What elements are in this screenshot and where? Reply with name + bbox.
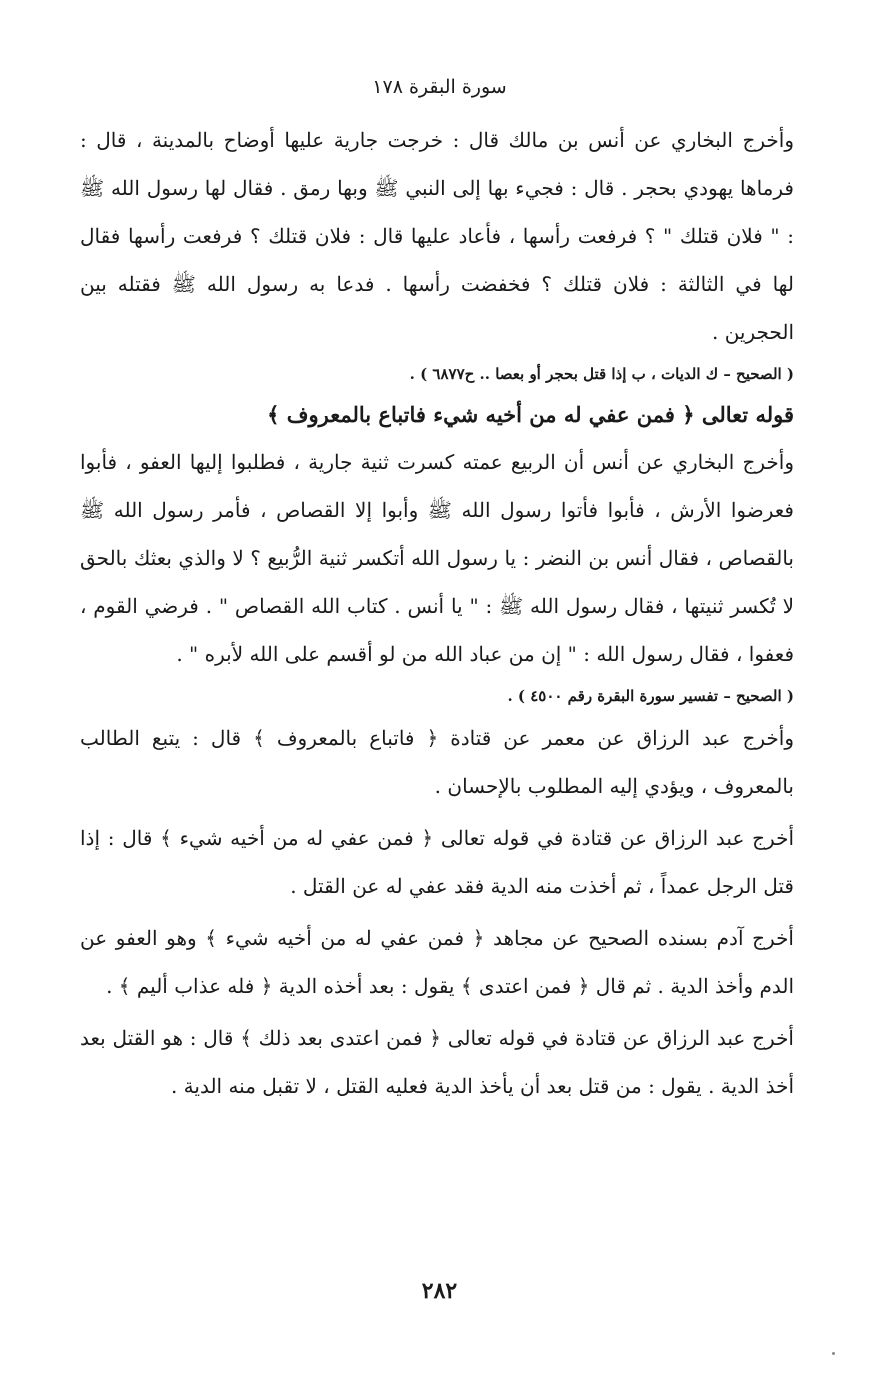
section-heading-verse: قوله تعالى ﴿ فمن عفي له من أخيه شيء فاتباع بالمعروف ﴾ [267,402,794,427]
page-body [80,116,794,1110]
paragraph-adam-mujahid: أخرج آدم بسنده الصحيح عن مجاهد ﴿ فمن عفي له من أخيه شيء ﴾ وهو العفو عن الدم وأخذ الدية . ثم قال ﴿ فمن اعتدى ﴾ يقول : بعد أخذه الدية ﴿ فله عذاب أليم ﴾ . [80,926,794,998]
paragraph-abdulrazzaq-qatada-1: أخرج عبد الرزاق عن قتادة في قوله تعالى ﴿ فمن عفي له من أخيه شيء ﴾ قال : إذا قتل الرجل عمداً ، ثم أخذت منه الدية فقد عفي له عن القتل . [80,826,794,898]
paragraph-bukhari-anas-jariya: وأخرج البخاري عن أنس بن مالك قال : خرجت جارية عليها أوضاح بالمدينة ، قال : فرماها يهودي بحجر . قال : فجيء بها إلى النبي ﷺ وبها رمق . فقال لها رسول الله ﷺ : " فلان قتلك " ؟ فرفعت رأسها ، فأعاد عليها قال : فلان قتلك ؟ فرفعت رأسها فقال لها في الثالثة : فلان قتلك ؟ فخفضت رأسها . فدعا به رسول الله ﷺ فقتله بين الحجرين . [80,128,794,344]
page-number: ٢٨٢ [421,1278,458,1304]
citation-tafsir-baqara: ( الصحيح – تفسير سورة البقرة رقم ٤٥٠٠ ) . [507,687,794,705]
running-header: سورة البقرة ١٧٨ [372,76,507,98]
paragraph-abdulrazzaq-qatada-2: أخرج عبد الرزاق عن قتادة في قوله تعالى ﴿ فمن اعتدى بعد ذلك ﴾ قال : هو القتل بعد أخذ الدية . يقول : من قتل بعد أن يأخذ الدية فعليه القتل ، لا تقبل منه الدية . [80,1026,794,1098]
citation-diyat: ( الصحيح – ك الديات ، ب إذا قتل بحجر أو بعصا .. ح٦٨٧٧ ) . [409,365,794,383]
paragraph-abdulrazzaq-mamar: وأخرج عبد الرزاق عن معمر عن قتادة ﴿ فاتباع بالمعروف ﴾ قال : يتبع الطالب بالمعروف ، ويؤدي إليه المطلوب بالإحسان . [80,726,794,798]
paragraph-bukhari-rubayyi: وأخرج البخاري عن أنس أن الربيع عمته كسرت ثنية جارية ، فطلبوا إليها العفو ، فأبوا فعرضوا الأرش ، فأبوا فأتوا رسول الله ﷺ وأبوا إلا القصاص ، فأمر رسول الله ﷺ بالقصاص ، فقال أنس بن النضر : يا رسول الله أتكسر ثنية الرُّبيع ؟ لا والذي بعثك بالحق لا تُكسر ثنيتها ، فقال رسول الله ﷺ : " يا أنس . كتاب الله القصاص " . فرضي القوم ، فعفوا ، فقال رسول الله : " إن من عباد الله من لو أقسم على الله لأبره " . [80,450,794,666]
scan-speck [832,1352,835,1355]
